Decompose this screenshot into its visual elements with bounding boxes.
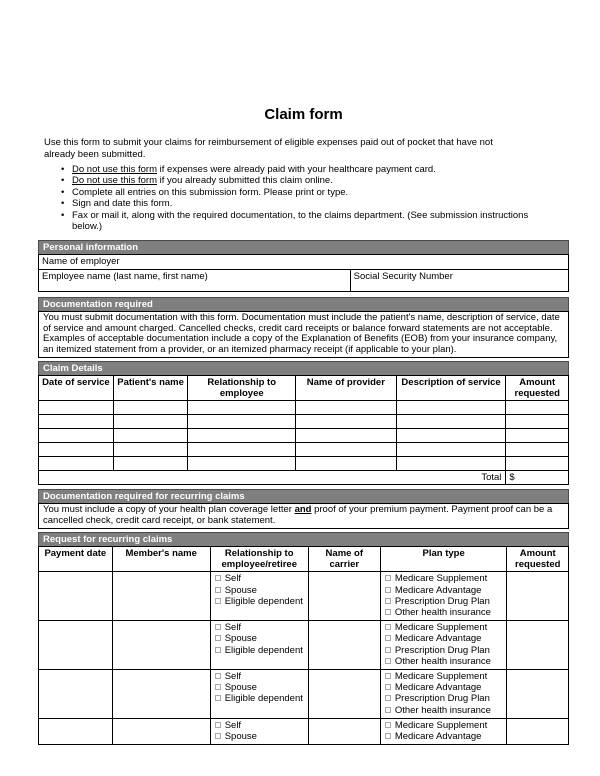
amount-requested-cell[interactable] <box>507 718 569 744</box>
checkbox-icon[interactable] <box>385 673 391 679</box>
patient-name-cell[interactable] <box>113 429 188 443</box>
checkbox-option[interactable] <box>383 682 505 693</box>
claim-details-header-row <box>39 376 569 401</box>
checkbox-icon[interactable] <box>385 647 391 653</box>
checkbox-option[interactable] <box>383 720 505 731</box>
recurring-claims-column-header: Plan type <box>380 547 507 572</box>
checkbox-icon[interactable] <box>215 647 221 653</box>
checkbox-label: Spouse <box>224 731 257 743</box>
recurring-claim-row <box>39 670 569 719</box>
employee-name-field[interactable]: Employee name (last name, first name) <box>39 270 351 292</box>
instruction-item: • Do not use this form if expenses were already paid with your healthcare payment card. <box>44 164 529 175</box>
relationship-cell[interactable] <box>188 443 296 457</box>
amount-requested-cell[interactable] <box>507 670 569 719</box>
checkbox-option[interactable] <box>213 671 306 682</box>
member-name-cell[interactable] <box>112 718 210 744</box>
date-of-service-cell[interactable] <box>39 429 114 443</box>
checkbox-icon[interactable] <box>385 658 391 664</box>
recurring-claims-table <box>38 546 569 745</box>
total-amount-field[interactable]: $ <box>506 471 569 485</box>
relationship-options-cell <box>210 621 308 670</box>
relationship-cell[interactable] <box>188 415 296 429</box>
payment-date-cell[interactable] <box>39 718 113 744</box>
section-header-recurring-documentation: Documentation required for recurring claims <box>38 489 569 503</box>
instruction-item: • Complete all entries on this submission form. Please print or type. <box>44 187 529 198</box>
recurring-claims-column-header: Member's name <box>112 547 210 572</box>
claim-details-empty-row <box>39 429 569 443</box>
section-request-recurring-claims <box>38 532 569 745</box>
checkbox-icon[interactable] <box>385 722 391 728</box>
checkbox-icon[interactable] <box>385 635 391 641</box>
section-header-request-recurring-claims: Request for recurring claims <box>38 532 569 546</box>
intro-text: Use this form to submit your claims for reimbursement of eligible expenses paid out of pocket that have not already been submitted. <box>44 137 493 160</box>
section-recurring-documentation <box>38 489 569 529</box>
checkbox-option[interactable] <box>213 682 306 693</box>
claim-details-column-header: Date of service <box>39 376 114 401</box>
checkbox-label: Spouse <box>224 584 257 596</box>
member-name-cell[interactable] <box>112 621 210 670</box>
checkbox-option[interactable] <box>383 622 505 633</box>
checkbox-label: Medicare Advantage <box>394 682 482 694</box>
checkbox-label: Self <box>224 573 242 585</box>
checkbox-icon[interactable] <box>385 707 391 713</box>
checkbox-label: Medicare Advantage <box>394 584 482 596</box>
claim-details-column-header: Amount requested <box>506 376 569 401</box>
checkbox-option[interactable] <box>383 573 505 584</box>
amount-requested-cell[interactable] <box>507 572 569 621</box>
section-header-personal-information: Personal information <box>38 240 569 254</box>
checkbox-option[interactable] <box>213 573 306 584</box>
checkbox-label: Medicare Supplement <box>394 671 488 683</box>
checkbox-option[interactable] <box>383 633 505 644</box>
section-header-documentation-required: Documentation required <box>38 297 569 311</box>
description-cell[interactable] <box>396 401 506 415</box>
checkbox-label: Medicare Advantage <box>394 633 482 645</box>
checkbox-label: Spouse <box>224 633 257 645</box>
checkbox-option[interactable] <box>213 633 306 644</box>
instruction-list <box>44 164 569 232</box>
relationship-options-cell <box>210 670 308 719</box>
checkbox-icon[interactable] <box>385 695 391 701</box>
claim-details-column-header: Relationship to employee <box>188 376 296 401</box>
patient-name-cell[interactable] <box>113 443 188 457</box>
checkbox-icon[interactable] <box>385 624 391 630</box>
checkbox-option[interactable] <box>383 656 505 667</box>
claim-details-table <box>38 375 569 485</box>
checkbox-option[interactable] <box>213 585 306 596</box>
checkbox-label: Self <box>224 671 242 683</box>
recurring-claims-column-header: Payment date <box>39 547 113 572</box>
provider-cell[interactable] <box>296 415 397 429</box>
relationship-cell[interactable] <box>188 401 296 415</box>
recurring-claim-row <box>39 621 569 670</box>
checkbox-icon[interactable] <box>385 609 391 615</box>
amount-cell[interactable] <box>506 415 569 429</box>
checkbox-icon[interactable] <box>385 733 391 739</box>
checkbox-icon[interactable] <box>215 722 221 728</box>
plan-type-options-cell <box>380 718 507 744</box>
checkbox-option[interactable] <box>383 645 505 656</box>
claim-details-total-row <box>39 471 569 485</box>
checkbox-label: Eligible dependent <box>224 693 303 705</box>
checkbox-option[interactable] <box>383 731 505 742</box>
checkbox-label: Prescription Drug Plan <box>394 693 490 705</box>
recurring-claims-column-header: Relationship to employee/retiree <box>210 547 308 572</box>
carrier-cell[interactable] <box>308 572 380 621</box>
ssn-field[interactable]: Social Security Number <box>350 270 568 292</box>
plan-type-options-cell <box>380 572 507 621</box>
payment-date-cell[interactable] <box>39 572 113 621</box>
section-documentation-required <box>38 297 569 358</box>
provider-cell[interactable] <box>296 443 397 457</box>
name-of-employer-field[interactable]: Name of employer <box>39 255 569 270</box>
checkbox-option[interactable] <box>383 693 505 704</box>
instruction-emphasis: Do not use this form <box>72 164 158 175</box>
recurring-doc-text-before: You must include a copy of your health plan coverage letter <box>43 504 295 516</box>
member-name-cell[interactable] <box>112 572 210 621</box>
checkbox-icon[interactable] <box>215 673 221 679</box>
claim-details-column-header: Name of provider <box>296 376 397 401</box>
provider-cell[interactable] <box>296 429 397 443</box>
carrier-cell[interactable] <box>308 670 380 719</box>
claim-details-empty-row <box>39 415 569 429</box>
relationship-cell[interactable] <box>188 429 296 443</box>
plan-type-options-cell <box>380 670 507 719</box>
checkbox-label: Prescription Drug Plan <box>394 595 490 607</box>
page-title: Claim form <box>264 106 343 123</box>
checkbox-label: Other health insurance <box>394 655 491 667</box>
instruction-item: • Do not use this form if you already submitted this claim online. <box>44 175 529 186</box>
payment-date-cell[interactable] <box>39 670 113 719</box>
patient-name-cell[interactable] <box>113 457 188 471</box>
amount-requested-cell[interactable] <box>507 621 569 670</box>
checkbox-option[interactable] <box>383 705 505 716</box>
description-cell[interactable] <box>396 429 506 443</box>
checkbox-label: Spouse <box>224 682 257 694</box>
relationship-cell[interactable] <box>188 457 296 471</box>
section-header-claim-details: Claim Details <box>38 361 569 375</box>
checkbox-option[interactable] <box>383 585 505 596</box>
checkbox-icon[interactable] <box>215 733 221 739</box>
total-label: Total <box>39 471 506 485</box>
checkbox-icon[interactable] <box>385 598 391 604</box>
checkbox-label: Medicare Supplement <box>394 573 488 585</box>
personal-information-table <box>38 254 569 292</box>
recurring-claim-row <box>39 572 569 621</box>
checkbox-label: Other health insurance <box>394 704 491 716</box>
claim-details-empty-row <box>39 401 569 415</box>
amount-cell[interactable] <box>506 457 569 471</box>
payment-date-cell[interactable] <box>39 621 113 670</box>
date-of-service-cell[interactable] <box>39 457 114 471</box>
checkbox-label: Self <box>224 719 242 731</box>
amount-cell[interactable] <box>506 401 569 415</box>
checkbox-option[interactable] <box>213 596 306 607</box>
checkbox-icon[interactable] <box>215 635 221 641</box>
checkbox-option[interactable] <box>383 596 505 607</box>
checkbox-label: Eligible dependent <box>224 595 303 607</box>
checkbox-icon[interactable] <box>215 575 221 581</box>
date-of-service-cell[interactable] <box>39 443 114 457</box>
checkbox-option[interactable] <box>213 645 306 656</box>
checkbox-option[interactable] <box>383 607 505 618</box>
provider-cell[interactable] <box>296 401 397 415</box>
checkbox-option[interactable] <box>213 622 306 633</box>
documentation-required-text: You must submit documentation with this form. Documentation must include the patient's name, description of service, date of service and amount charged. Cancelled checks, credit card receipts or balance forward statements are not acceptable. Examples of acceptable documentation include a copy of the Explanation of Benefits (EOB) from your insurance company, an itemized statement from a provider, or an itemized pharmacy receipt (if applicable to your plan). <box>38 311 569 358</box>
checkbox-label: Medicare Supplement <box>394 622 488 634</box>
checkbox-option[interactable] <box>213 731 306 742</box>
patient-name-cell[interactable] <box>113 415 188 429</box>
amount-cell[interactable] <box>506 443 569 457</box>
section-claim-details <box>38 361 569 485</box>
claim-details-column-header: Patient's name <box>113 376 188 401</box>
checkbox-label: Medicare Supplement <box>394 719 488 731</box>
checkbox-icon[interactable] <box>385 587 391 593</box>
checkbox-label: Medicare Advantage <box>394 731 482 743</box>
checkbox-label: Prescription Drug Plan <box>394 644 490 656</box>
checkbox-icon[interactable] <box>215 598 221 604</box>
claim-details-empty-row <box>39 457 569 471</box>
description-cell[interactable] <box>396 415 506 429</box>
claim-details-column-header: Description of service <box>396 376 506 401</box>
checkbox-icon[interactable] <box>385 575 391 581</box>
section-personal-information <box>38 240 569 292</box>
checkbox-icon[interactable] <box>215 587 221 593</box>
checkbox-icon[interactable] <box>385 684 391 690</box>
checkbox-label: Other health insurance <box>394 607 491 619</box>
recurring-claims-body <box>39 572 569 745</box>
checkbox-icon[interactable] <box>215 624 221 630</box>
provider-cell[interactable] <box>296 457 397 471</box>
recurring-doc-emphasis: and <box>294 504 312 516</box>
claim-details-body <box>39 401 569 471</box>
carrier-cell[interactable] <box>308 621 380 670</box>
checkbox-option[interactable] <box>213 720 306 731</box>
member-name-cell[interactable] <box>112 670 210 719</box>
description-cell[interactable] <box>396 457 506 471</box>
instruction-item: • Sign and date this form. <box>44 198 529 209</box>
amount-cell[interactable] <box>506 429 569 443</box>
recurring-claims-header-row <box>39 547 569 572</box>
description-cell[interactable] <box>396 443 506 457</box>
carrier-cell[interactable] <box>308 718 380 744</box>
recurring-documentation-text <box>38 503 569 529</box>
plan-type-options-cell <box>380 621 507 670</box>
checkbox-option[interactable] <box>383 671 505 682</box>
recurring-claims-column-header: Name of carrier <box>308 547 380 572</box>
date-of-service-cell[interactable] <box>39 415 114 429</box>
relationship-options-cell <box>210 718 308 744</box>
date-of-service-cell[interactable] <box>39 401 114 415</box>
checkbox-label: Eligible dependent <box>224 644 303 656</box>
patient-name-cell[interactable] <box>113 401 188 415</box>
recurring-doc-text-after: proof of your premium payment. Payment proof can be a cancelled check, credit card receipt, or bank statement. <box>43 504 553 526</box>
checkbox-icon[interactable] <box>215 695 221 701</box>
recurring-claim-row <box>39 718 569 744</box>
recurring-claims-column-header: Amount requested <box>507 547 569 572</box>
relationship-options-cell <box>210 572 308 621</box>
checkbox-label: Self <box>224 622 242 634</box>
instruction-emphasis: Do not use this form <box>72 175 158 187</box>
claim-details-empty-row <box>39 443 569 457</box>
checkbox-option[interactable] <box>213 693 306 704</box>
instruction-item: • Fax or mail it, along with the required documentation, to the claims department. (See submission instructions below.) <box>44 210 529 233</box>
checkbox-icon[interactable] <box>215 684 221 690</box>
